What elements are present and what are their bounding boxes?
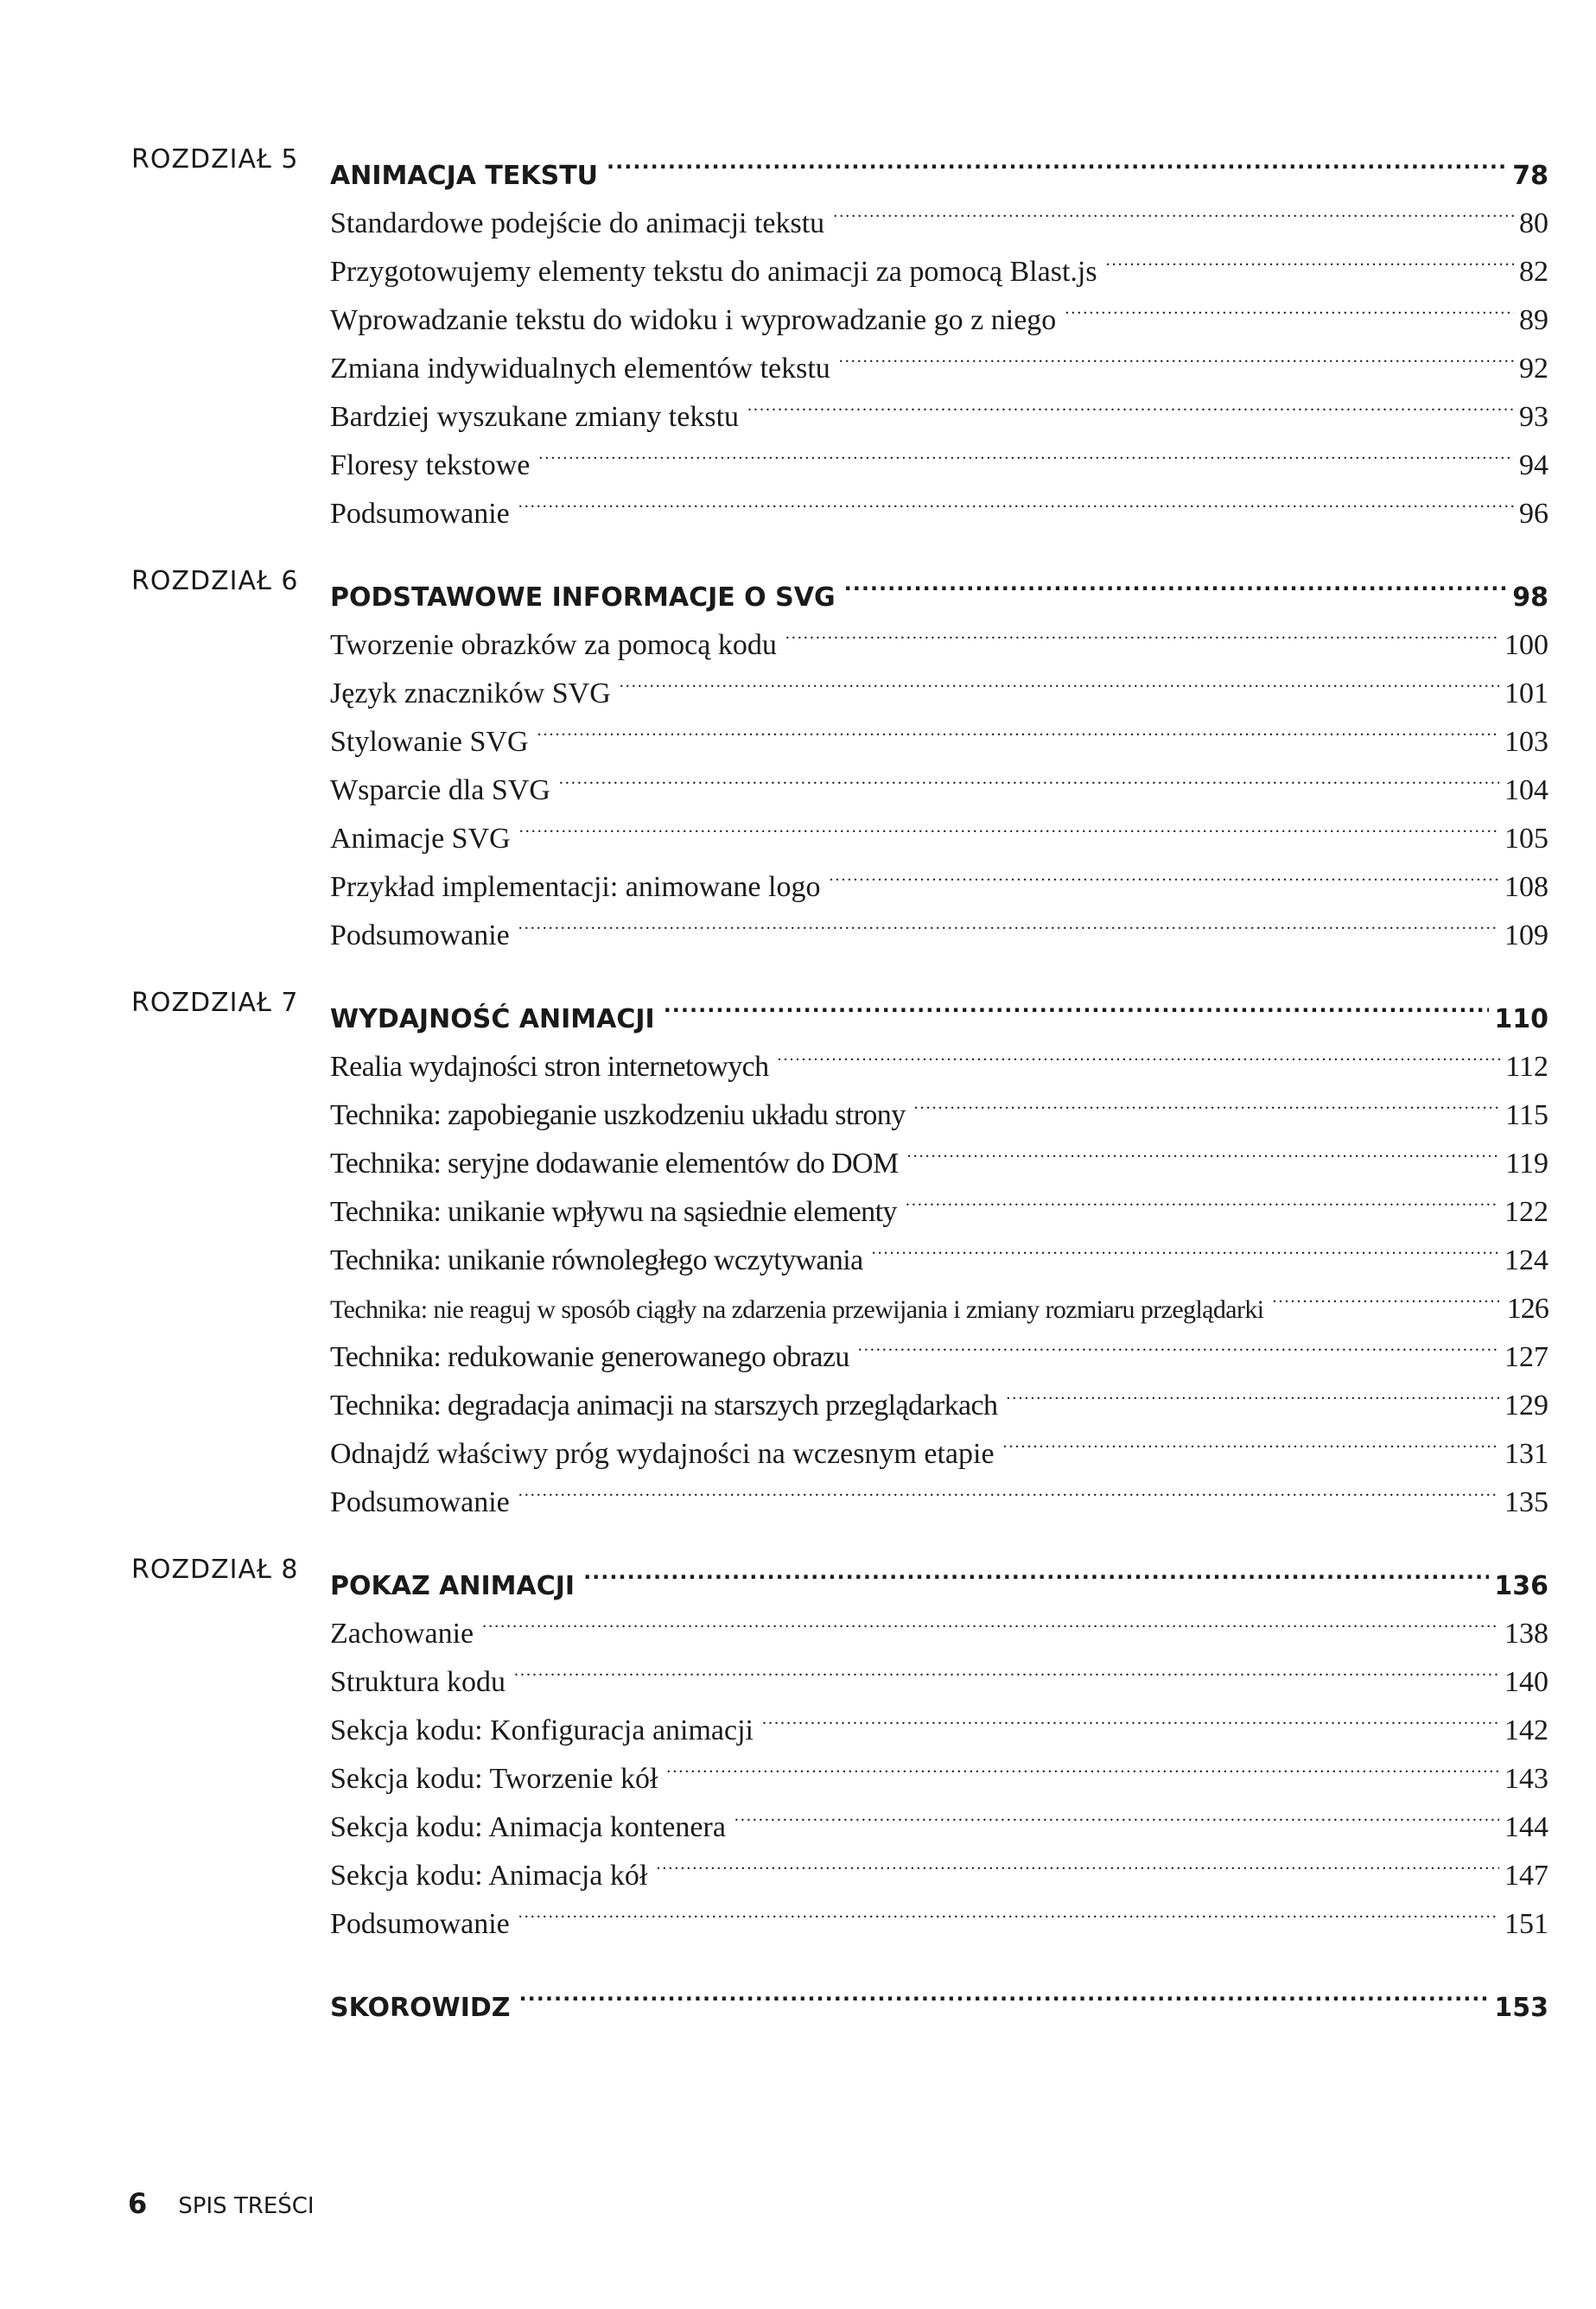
leader-dots: [538, 426, 1514, 474]
leader-dots: [762, 1691, 1499, 1740]
leader-dots: [518, 1463, 1499, 1511]
leader-dots: [829, 848, 1499, 896]
section-title: Sekcja kodu: Animacja kół: [330, 1860, 648, 1892]
leader-dots: [583, 1546, 1489, 1594]
page-number: 103: [1504, 726, 1548, 758]
page-number: 135: [1504, 1486, 1548, 1518]
page-number: 136: [1494, 1571, 1548, 1601]
section-title: Sekcja kodu: Konfiguracja animacji: [330, 1714, 753, 1746]
page-number: 127: [1504, 1341, 1548, 1373]
page-number: 140: [1504, 1666, 1548, 1698]
chapter-title: ANIMACJA TEKSTU: [330, 161, 599, 191]
page-number: 131: [1504, 1438, 1548, 1470]
leader-dots: [785, 606, 1499, 654]
index-entries: [330, 1968, 1548, 2023]
section-title: Technika: seryjne dodawanie elementów do DOM: [330, 1148, 899, 1180]
leader-dots: [518, 896, 1499, 945]
footer-section-name: SPIS TREŚCI: [178, 2193, 315, 2219]
page-number: 151: [1504, 1908, 1548, 1940]
leader-dots: [839, 329, 1514, 378]
page-number: 110: [1494, 1004, 1548, 1034]
page-number: 94: [1519, 449, 1548, 481]
leader-dots: [664, 979, 1490, 1027]
section-title: Technika: zapobieganie uszkodzeniu układu strony: [330, 1099, 906, 1131]
section-title: Stylowanie SVG: [330, 726, 529, 758]
leader-dots: [656, 1836, 1499, 1885]
leader-dots: [620, 654, 1499, 703]
leader-dots: [1065, 281, 1514, 329]
leader-dots: [518, 474, 1514, 523]
leader-dots: [872, 1221, 1499, 1269]
section-title: Floresy tekstowe: [330, 449, 531, 481]
leader-dots: [519, 1968, 1490, 2016]
chapter-entries: [330, 1546, 1548, 1940]
chapter-label: ROZDZIAŁ 5: [131, 144, 299, 175]
page-number: 104: [1504, 774, 1548, 806]
leader-dots: [844, 557, 1508, 606]
page-number: 138: [1504, 1618, 1548, 1650]
section-title: Podsumowanie: [330, 919, 510, 951]
chapter-entries: [330, 979, 1548, 1518]
section-title: Zachowanie: [330, 1618, 474, 1650]
page-number: 101: [1504, 677, 1548, 709]
section-title: Technika: degradacja animacji na starszych przeglądarkach: [330, 1390, 998, 1422]
toc-entry[interactable]: [330, 1594, 1548, 1650]
chapter-title: WYDAJNOŚĆ ANIMACJI: [330, 1004, 655, 1034]
page-number: 119: [1505, 1148, 1548, 1180]
section-title: Technika: nie reaguj w sposób ciągły na zdarzenia przewijania i zmiany rozmiaru przeglądarki: [330, 1295, 1264, 1324]
chapter-label: ROZDZIAŁ 6: [131, 566, 299, 596]
leader-dots: [906, 1173, 1499, 1221]
leader-dots: [1273, 1269, 1502, 1318]
leader-dots: [1006, 1366, 1499, 1415]
page-number: 124: [1504, 1244, 1548, 1276]
section-title: Animacje SVG: [330, 823, 511, 855]
leader-dots: [482, 1594, 1499, 1643]
chapter-heading[interactable]: [330, 1546, 1548, 1601]
leader-dots: [514, 1643, 1499, 1691]
leader-dots: [537, 703, 1500, 751]
leader-dots: [519, 799, 1499, 848]
leader-dots: [858, 1318, 1499, 1366]
section-title: Sekcja kodu: Animacja kontenera: [330, 1811, 726, 1843]
page-number: 82: [1519, 256, 1548, 288]
section-title: Tworzenie obrazków za pomocą kodu: [330, 629, 777, 661]
section-title: Odnajdź właściwy próg wydajności na wczesnym etapie: [330, 1438, 995, 1470]
section-title: Bardziej wyszukane zmiany tekstu: [330, 401, 740, 433]
page-number: 108: [1504, 871, 1548, 903]
chapter-heading[interactable]: [330, 557, 1548, 613]
page-number: 112: [1505, 1051, 1548, 1083]
page-number: 89: [1519, 304, 1548, 336]
chapter-label: ROZDZIAŁ 7: [131, 988, 299, 1018]
section-title: Zmiana indywidualnych elementów tekstu: [330, 353, 830, 385]
leader-dots: [518, 1885, 1499, 1933]
leader-dots: [666, 1740, 1499, 1788]
leader-dots: [607, 136, 1507, 184]
chapter-entries: [330, 136, 1548, 530]
section-title: Technika: unikanie równoległego wczytywania: [330, 1244, 863, 1276]
page-number: 126: [1506, 1293, 1548, 1325]
leader-dots: [747, 378, 1514, 426]
page-number: 80: [1519, 207, 1548, 239]
chapter-title: PODSTAWOWE INFORMACJE O SVG: [330, 582, 836, 613]
leader-dots: [734, 1788, 1499, 1836]
page-number: 115: [1505, 1099, 1548, 1131]
page-number: 96: [1519, 498, 1548, 530]
section-title: Sekcja kodu: Tworzenie kół: [330, 1763, 658, 1795]
page-number: 92: [1519, 353, 1548, 385]
leader-dots: [907, 1124, 1501, 1173]
leader-dots: [559, 751, 1499, 799]
leader-dots: [833, 184, 1514, 232]
page-number: 147: [1504, 1860, 1548, 1892]
section-title: Technika: redukowanie generowanego obrazu: [330, 1341, 849, 1373]
page-number: 153: [1494, 1993, 1548, 2023]
page-footer: [128, 2186, 315, 2227]
leader-dots: [914, 1076, 1501, 1124]
leader-dots: [778, 1027, 1501, 1076]
section-title: Język znaczników SVG: [330, 677, 611, 709]
page-number: 109: [1504, 919, 1548, 951]
page-number: 144: [1504, 1811, 1548, 1843]
chapter-entries: [330, 557, 1548, 951]
index-heading[interactable]: [330, 1968, 1548, 2023]
section-title: Realia wydajności stron internetowych: [330, 1051, 769, 1083]
chapter-heading[interactable]: [330, 136, 1548, 191]
section-title: Wsparcie dla SVG: [330, 774, 550, 806]
page-number: 142: [1504, 1714, 1548, 1746]
section-title: Podsumowanie: [330, 1486, 510, 1518]
page-number: 98: [1512, 582, 1548, 613]
section-title: Podsumowanie: [330, 498, 510, 530]
toc-entry[interactable]: [330, 1643, 1548, 1698]
index-title: SKOROWIDZ: [330, 1993, 511, 2023]
section-title: Wprowadzanie tekstu do widoku i wyprowadzanie go z niego: [330, 304, 1057, 336]
leader-dots: [1106, 232, 1514, 281]
page-number: 143: [1504, 1763, 1548, 1795]
section-title: Podsumowanie: [330, 1908, 510, 1940]
page-number: 122: [1504, 1196, 1548, 1228]
leader-dots: [1003, 1415, 1499, 1463]
page-number: 100: [1504, 629, 1548, 661]
section-title: Technika: unikanie wpływu na sąsiednie elementy: [330, 1196, 897, 1228]
page-number: 129: [1504, 1390, 1548, 1422]
section-title: Przygotowujemy elementy tekstu do animacji za pomocą Blast.js: [330, 256, 1097, 288]
chapter-heading[interactable]: [330, 979, 1548, 1034]
page-number: 78: [1512, 161, 1548, 191]
section-title: Struktura kodu: [330, 1666, 506, 1698]
chapter-title: POKAZ ANIMACJI: [330, 1571, 575, 1601]
section-title: Standardowe podejście do animacji tekstu: [330, 207, 825, 239]
section-title: Przykład implementacji: animowane logo: [330, 871, 821, 903]
page-number: 93: [1519, 401, 1548, 433]
chapter-label: ROZDZIAŁ 8: [131, 1555, 299, 1585]
footer-page-number: 6: [128, 2187, 148, 2220]
page-number: 105: [1504, 823, 1548, 855]
